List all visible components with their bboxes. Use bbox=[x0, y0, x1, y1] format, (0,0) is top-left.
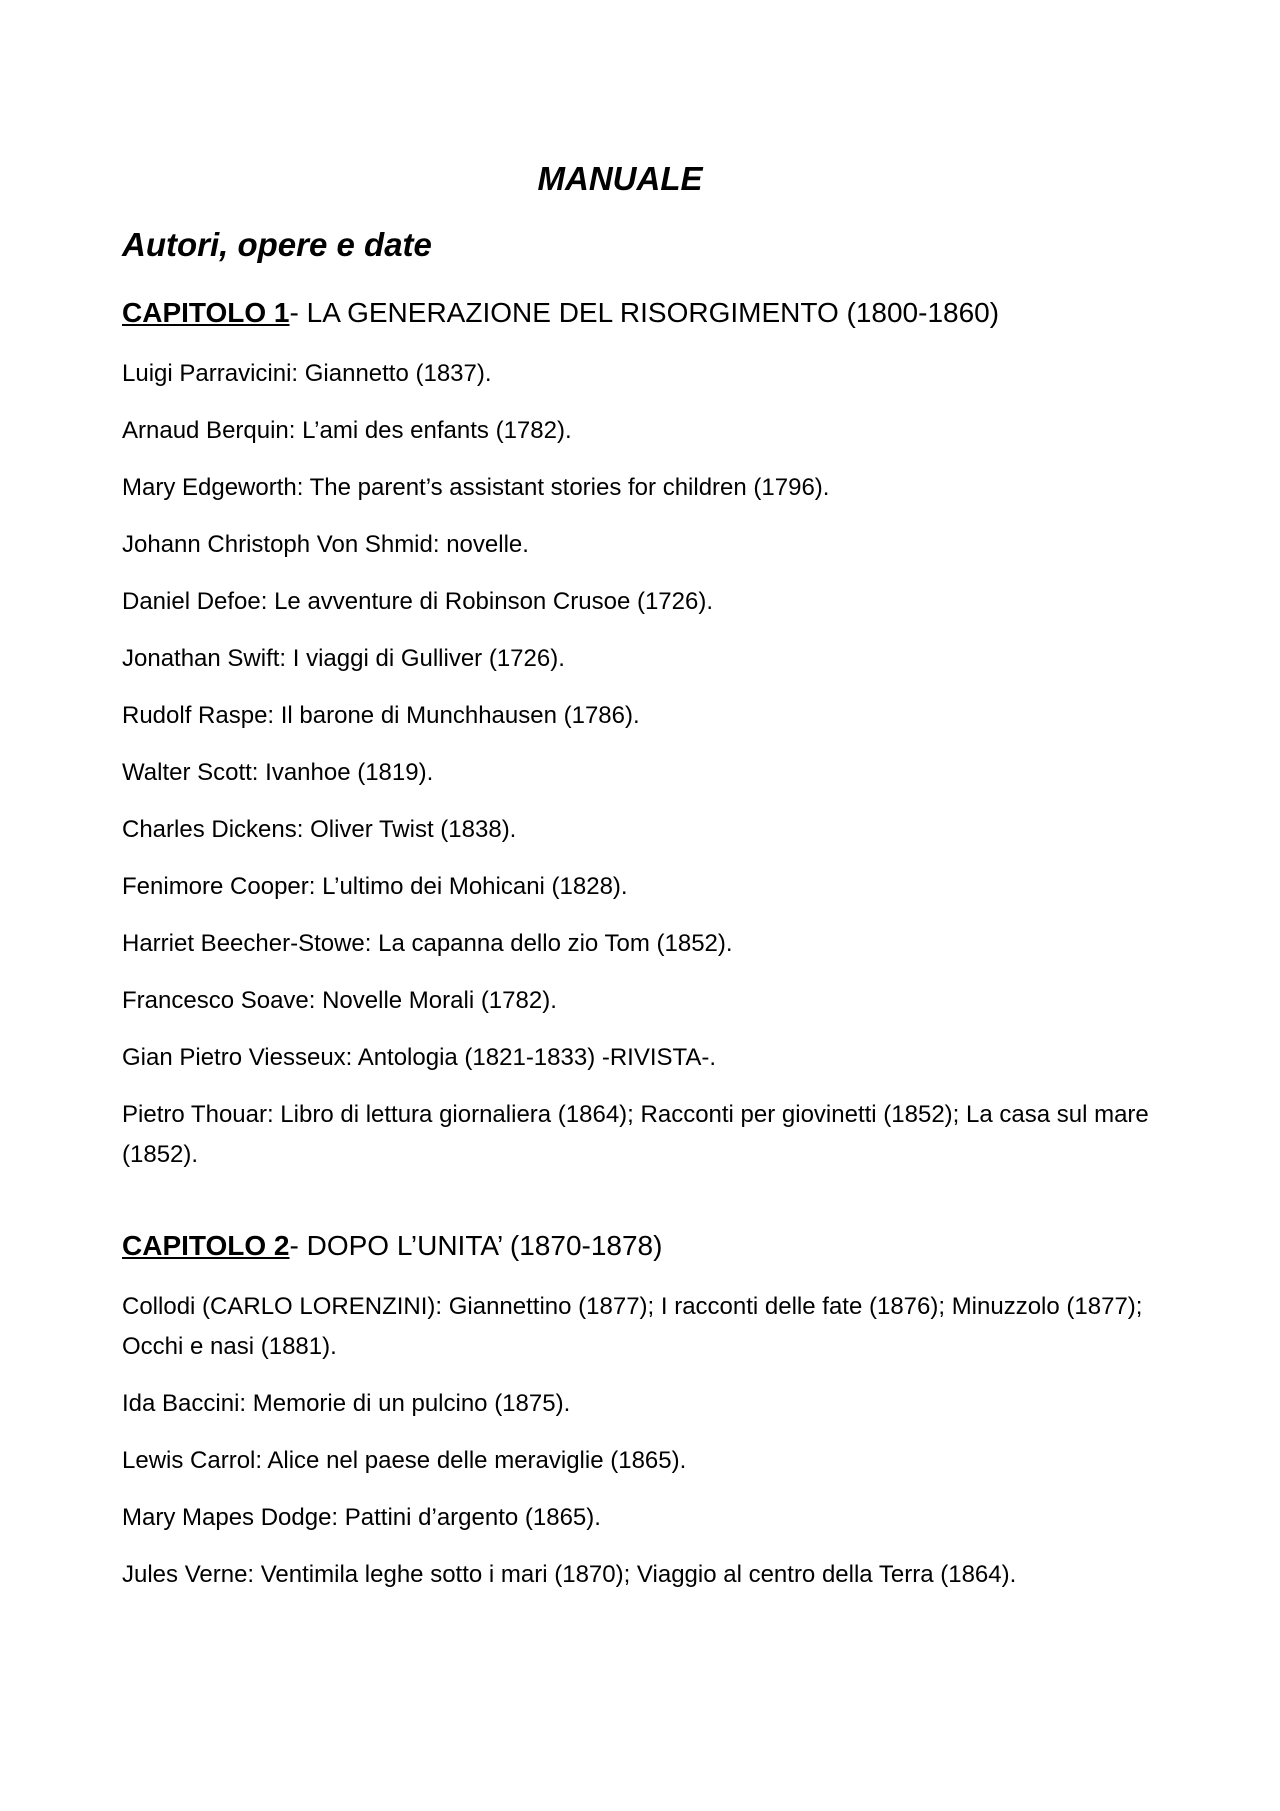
list-item: Fenimore Cooper: L’ultimo dei Mohicani (1828). bbox=[122, 873, 628, 900]
list-item: Mary Mapes Dodge: Pattini d’argento (1865). bbox=[122, 1504, 601, 1531]
list-item: Arnaud Berquin: L’ami des enfants (1782). bbox=[122, 417, 572, 444]
list-item: Luigi Parravicini: Giannetto (1837). bbox=[122, 360, 492, 387]
document-title: MANUALE bbox=[537, 160, 703, 197]
chapter-title: - LA GENERAZIONE DEL RISORGIMENTO (1800-1860) bbox=[289, 297, 1000, 328]
chapter-label: CAPITOLO 2 bbox=[122, 1230, 290, 1261]
chapter-title: - DOPO L’UNITA’ (1870-1878) bbox=[289, 1230, 663, 1261]
chapter-label: CAPITOLO 1 bbox=[122, 297, 290, 328]
list-item: Walter Scott: Ivanhoe (1819). bbox=[122, 759, 434, 786]
list-item: Harriet Beecher-Stowe: La capanna dello zio Tom (1852). bbox=[122, 930, 733, 957]
list-item: Daniel Defoe: Le avventure di Robinson Crusoe (1726). bbox=[122, 588, 714, 615]
list-item: Ida Baccini: Memorie di un pulcino (1875). bbox=[122, 1390, 571, 1417]
list-item: Jonathan Swift: I viaggi di Gulliver (1726). bbox=[122, 645, 565, 672]
list-item: Collodi (CARLO LORENZINI): Giannettino (1877); I racconti delle fate (1876); Minuzzolo (1877); Occhi e nasi (1881). bbox=[122, 1293, 1143, 1360]
list-item: Mary Edgeworth: The parent’s assistant stories for children (1796). bbox=[122, 474, 830, 501]
list-item: Charles Dickens: Oliver Twist (1838). bbox=[122, 816, 517, 843]
list-item: Francesco Soave: Novelle Morali (1782). bbox=[122, 987, 557, 1014]
chapter-1-heading bbox=[122, 297, 999, 329]
list-item: Pietro Thouar: Libro di lettura giornaliera (1864); Racconti per giovinetti (1852); La casa sul mare (1852). bbox=[122, 1101, 1149, 1168]
list-item: Gian Pietro Viesseux: Antologia (1821-1833) -RIVISTA-. bbox=[122, 1044, 717, 1071]
list-item: Rudolf Raspe: Il barone di Munchhausen (1786). bbox=[122, 702, 640, 729]
list-item: Jules Verne: Ventimila leghe sotto i mari (1870); Viaggio al centro della Terra (1864). bbox=[122, 1561, 1017, 1588]
chapter-2-heading bbox=[122, 1230, 662, 1262]
list-item: Johann Christoph Von Shmid: novelle. bbox=[122, 531, 529, 558]
document-subtitle: Autori, opere e date bbox=[122, 226, 432, 263]
list-item: Lewis Carrol: Alice nel paese delle meraviglie (1865). bbox=[122, 1447, 687, 1474]
